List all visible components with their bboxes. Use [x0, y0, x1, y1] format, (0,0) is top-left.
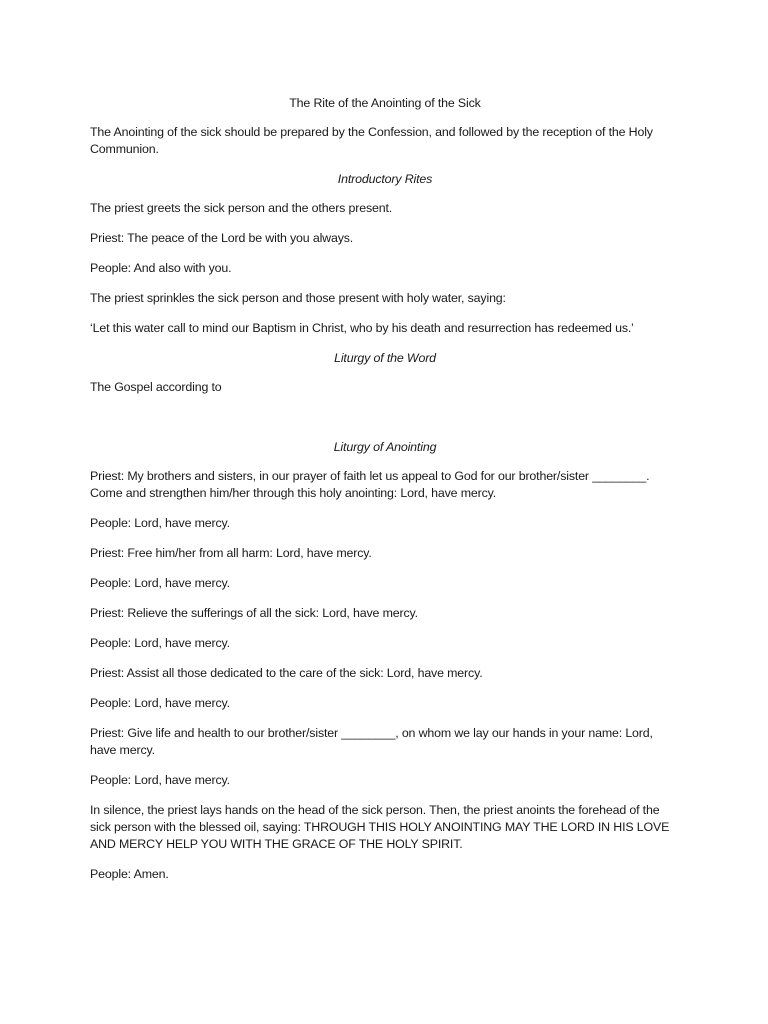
paragraph: People: And also with you. — [90, 261, 232, 275]
paragraph: The priest sprinkles the sick person and those present with holy water, saying: — [90, 291, 506, 305]
paragraph: The priest greets the sick person and the others present. — [90, 201, 393, 215]
paragraph: People: Lord, have mercy. — [90, 696, 230, 710]
paragraph: Priest: Free him/her from all harm: Lord, have mercy. — [90, 546, 372, 560]
paragraph: ‘Let this water call to mind our Baptism in Christ, who by his death and resurrection has redeemed us.’ — [90, 321, 634, 335]
paragraph: People: Lord, have mercy. — [90, 773, 230, 787]
heading-introductory-rites: Introductory Rites — [337, 172, 433, 186]
blank-space — [90, 409, 680, 439]
paragraph: People: Lord, have mercy. — [90, 516, 230, 530]
paragraph: Priest: My brothers and sisters, in our prayer of faith let us appeal to God for our brother/sister ________. Come and strengthen him/her through this holy anointing: Lord, have mercy. — [90, 469, 650, 500]
document-body — [90, 95, 680, 896]
heading-liturgy-of-the-word: Liturgy of the Word — [334, 351, 436, 365]
paragraph: Priest: Give life and health to our brother/sister ________, on whom we lay our hands in your name: Lord, have mercy. — [90, 726, 653, 757]
paragraph: People: Amen. — [90, 867, 169, 881]
document-title: The Rite of the Anointing of the Sick — [289, 96, 481, 110]
paragraph: People: Lord, have mercy. — [90, 576, 230, 590]
paragraph: In silence, the priest lays hands on the head of the sick person. Then, the priest anoints the forehead of the sick person with the blessed oil, saying: THROUGH THIS HOLY ANOINTING MAY THE LORD IN HIS LOVE AND MERCY HELP YOU WITH THE GRACE OF THE HOLY SPIRIT. — [90, 803, 670, 851]
paragraph: Priest: Relieve the sufferings of all the sick: Lord, have mercy. — [90, 606, 418, 620]
paragraph: People: Lord, have mercy. — [90, 636, 230, 650]
heading-liturgy-of-anointing: Liturgy of Anointing — [333, 440, 437, 454]
paragraph: Priest: The peace of the Lord be with you always. — [90, 231, 354, 245]
paragraph: The Gospel according to — [90, 380, 222, 394]
intro-paragraph: The Anointing of the sick should be prepared by the Confession, and followed by the reception of the Holy Communion. — [90, 125, 653, 156]
paragraph: Priest: Assist all those dedicated to the care of the sick: Lord, have mercy. — [90, 666, 483, 680]
